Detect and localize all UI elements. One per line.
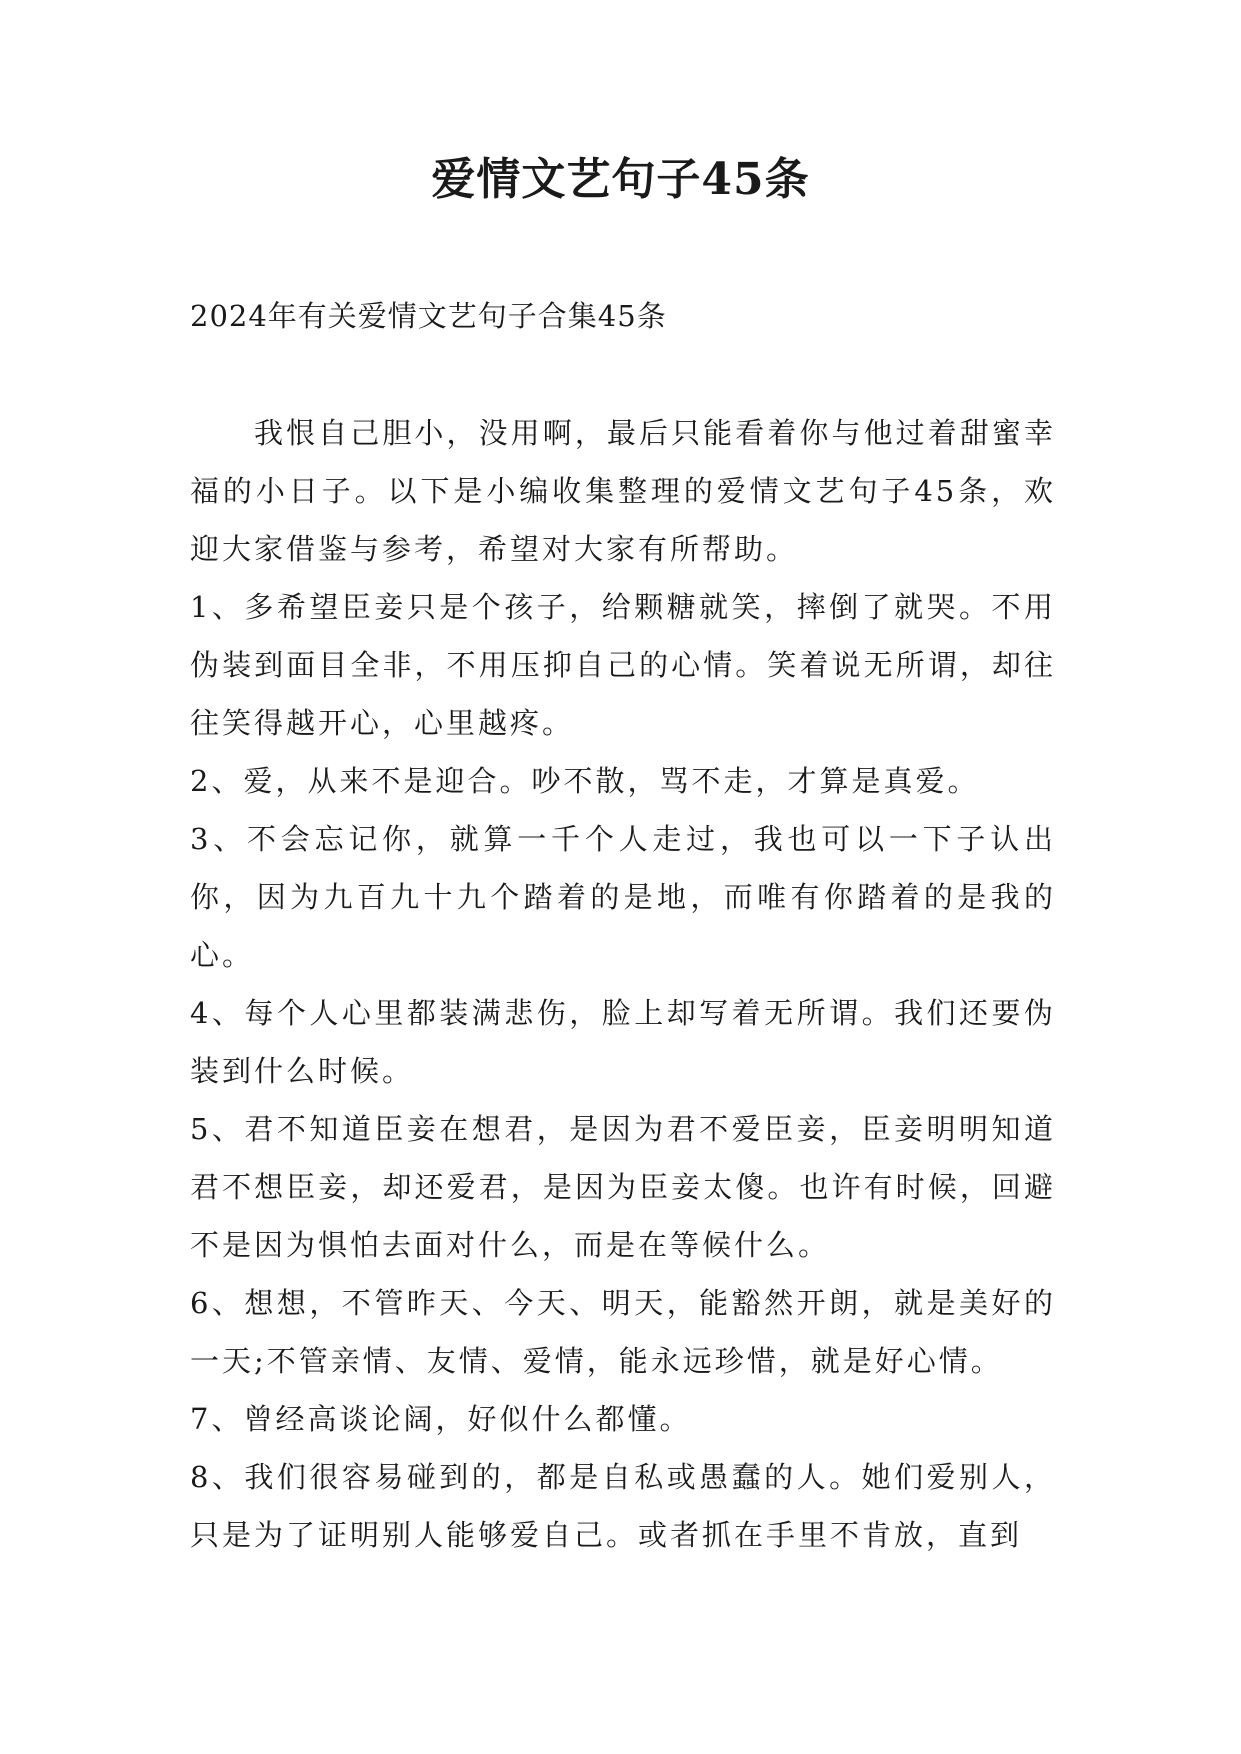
- quote-item-8: 8、我们很容易碰到的，都是自私或愚蠢的人。她们爱别人，只是为了证明别人能够爱自己。或者抓在手里不肯放，直到: [190, 1460, 1056, 1552]
- quote-item-5: 5、君不知道臣妾在想君，是因为君不爱臣妾，臣妾明明知道君不想臣妾，却还爱君，是因为臣妾太傻。也许有时候，回避不是因为惧怕去面对什么，而是在等候什么。: [190, 1112, 1056, 1262]
- document-title: 爱情文艺句子45条: [431, 154, 810, 205]
- quote-item-6: 6、想想，不管昨天、今天、明天，能豁然开朗，就是美好的一天;不管亲情、友情、爱情，能永远珍惜，就是好心情。: [190, 1286, 1056, 1378]
- quote-item-4: 4、每个人心里都装满悲伤，脸上却写着无所谓。我们还要伪装到什么时候。: [190, 996, 1056, 1088]
- quote-item-2: 2、爱，从来不是迎合。吵不散，骂不走，才算是真爱。: [190, 764, 980, 798]
- quote-item-7: 7、曾经高谈论阔，好似什么都懂。: [190, 1402, 692, 1436]
- intro-paragraph: 我恨自己胆小，没用啊，最后只能看着你与他过着甜蜜幸福的小日子。以下是小编收集整理的爱情文艺句子45条，欢迎大家借鉴与参考，希望对大家有所帮助。: [190, 416, 1056, 566]
- quote-item-3: 3、不会忘记你，就算一千个人走过，我也可以一下子认出你，因为九百九十九个踏着的是地，而唯有你踏着的是我的心。: [190, 822, 1056, 972]
- document-body: [190, 404, 1056, 1564]
- quote-item-1: 1、多希望臣妾只是个孩子，给颗糖就笑，摔倒了就哭。不用伪装到面目全非，不用压抑自己的心情。笑着说无所谓，却往往笑得越开心，心里越疼。: [190, 590, 1056, 740]
- document-subtitle: 2024年有关爱情文艺句子合集45条: [190, 299, 667, 333]
